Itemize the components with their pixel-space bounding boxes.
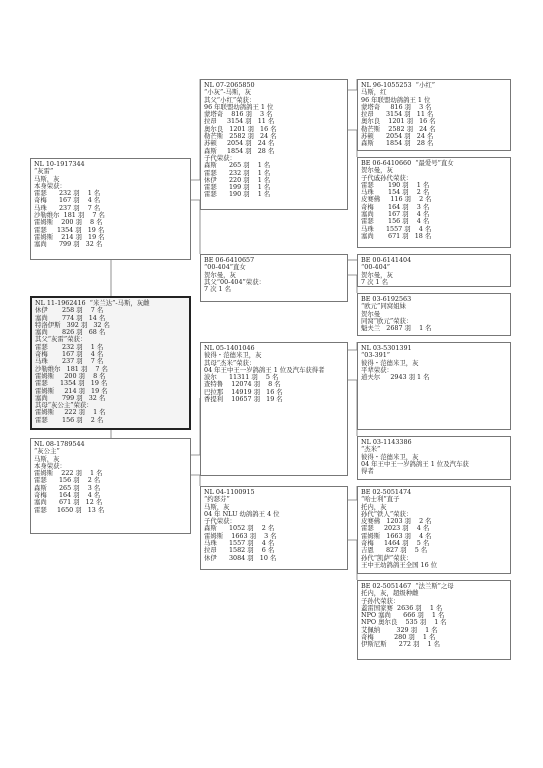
card-line: 奇梅 280 羽 1 名 [361, 633, 436, 642]
card-line: BE 00-6141404 [361, 256, 412, 264]
card-line: 孙代“凯萨”荣获： [361, 553, 413, 562]
card-line: 奇梅 167 羽 4 名 [35, 350, 104, 359]
card-line: 勒芒斯 2582 羽 24 名 [204, 132, 277, 141]
card-line: NL 03-1143386 [361, 438, 412, 446]
card-line: 托内，灰，超级种雌 [361, 589, 419, 598]
card-line: 雷姆斯 200 羽 8 名 [34, 218, 103, 227]
card-line: 96 年联盟幼鸽鸽王 1 位 [361, 95, 431, 104]
card-line: 魁夫兰 2687 羽 1 名 [361, 324, 432, 333]
card-line: 彼得・范德米卫，灰 [204, 351, 262, 360]
card-line: 休伊 3084 羽 10 名 [204, 553, 277, 562]
card-line: 奇梅 164 羽 4 名 [34, 491, 101, 500]
card-line: 皮赛佛 1203 羽 2 名 [361, 517, 432, 526]
card-line: 奇梅 164 羽 3 名 [361, 202, 430, 211]
card-line: 森斯 265 羽 1 名 [204, 161, 271, 170]
card-line: “小灰”-马斯，灰 [204, 88, 252, 97]
card-line: 孙代“铁人”荣获： [361, 509, 413, 518]
card-line: 马珠 237 羽 7 名 [35, 357, 104, 366]
card-line: 雷瑟 232 羽 1 名 [204, 168, 271, 177]
pigeon-card-sdd [357, 293, 511, 336]
card-line: 塞尚 774 羽 14 名 [35, 313, 106, 322]
card-line: 森斯 265 羽 3 名 [34, 483, 101, 492]
card-line: 子孙代荣获： [361, 596, 400, 605]
pigeon-card-dam [30, 438, 191, 534]
pigeon-card-ddd [357, 580, 511, 660]
card-line: 雷瑟 2023 羽 4 名 [361, 524, 430, 533]
card-line: 皮赛佛 116 羽 2 名 [361, 195, 432, 204]
card-line: NL 11-1962416 “米兰达”-马斯，灰雌 [35, 299, 150, 307]
card-line: 沙勒维尔 181 羽 7 名 [35, 364, 108, 373]
card-line: 吉恩 827 羽 5 名 [361, 546, 428, 555]
card-line: 马斯，灰 [34, 174, 60, 183]
card-line: 雷瑟 156 羽 2 名 [35, 415, 104, 424]
card-line: 马珠 1557 羽 4 名 [204, 539, 275, 548]
card-line: 马斯，灰 [34, 454, 60, 463]
card-line: 其母“灰公主”荣获： [35, 401, 93, 410]
card-line: 伊斯尼斯 272 羽 1 名 [361, 640, 440, 649]
card-line: 马珠 1557 羽 4 名 [361, 224, 432, 233]
card-line: NL 10-1917344 [34, 160, 85, 168]
pigeon-card-dam-sire [200, 342, 348, 476]
card-line: 贺尔曼 [361, 309, 381, 318]
card-line: 塞尚 671 羽 18 名 [361, 231, 432, 240]
card-line: NL 07-2065850 [204, 81, 255, 89]
card-line: NL 05-1401046 [204, 344, 255, 352]
card-line: 同窝“欧元”荣获： [361, 316, 413, 325]
card-line: 森斯 1854 羽 28 名 [361, 139, 434, 148]
card-line: 贺尔曼，灰 [361, 270, 393, 279]
card-line: 查特鲁 12074 羽 8 名 [204, 380, 281, 389]
card-line: 雷姆斯 222 羽 1 名 [35, 408, 106, 417]
card-line: 雷姆斯 214 羽 19 名 [34, 232, 105, 241]
card-line: BE 02-5051467 “法兰斯”之母 [361, 582, 454, 590]
card-line: NPO 塞尚 666 羽 1 名 [361, 611, 445, 620]
card-line: 奥尔良 1201 羽 16 名 [204, 124, 277, 133]
card-line: 马斯，红 [361, 88, 387, 97]
card-line: “00-404” [361, 263, 391, 272]
card-line: 马斯，灰 [204, 502, 230, 511]
pigeon-card-dam-dam [200, 486, 348, 570]
card-line: 塞尚 671 羽 12 名 [34, 498, 103, 507]
pigeon-card-sire [30, 158, 191, 260]
card-line: 其父“小红”荣获： [204, 95, 256, 104]
card-line: 贺尔曼，灰 [361, 166, 393, 175]
card-line: “欧元”同窝姐妹 [361, 302, 406, 311]
card-line: 雷瑟 156 羽 4 名 [361, 217, 430, 226]
card-line: “03-391” [361, 351, 391, 360]
card-line: 04 年 NLU 幼鸽鸽王 4 位 [204, 509, 280, 518]
card-line: 王中王幼鸽鸽王全国 16 位 [361, 560, 438, 569]
card-line: 奇梅 167 羽 4 名 [34, 196, 101, 205]
card-line: 彼得・范德米卫，灰 [361, 452, 419, 461]
card-line: 雷瑟 232 羽 1 名 [34, 189, 101, 198]
card-line: NL 04-1100915 [204, 488, 255, 496]
card-line: 雷瑟 190 羽 1 名 [361, 180, 430, 189]
card-line: 96 年联盟幼鸽鸽王 1 位 [204, 102, 274, 111]
card-line: 休伊 220 羽 1 名 [204, 175, 271, 184]
card-line: 道夫尔 2943 羽 1 名 [361, 373, 430, 382]
pigeon-card-sire-dam [200, 254, 348, 302]
card-line: 拉昂 1582 羽 6 名 [204, 546, 275, 555]
card-line: 7 次 1 名 [361, 277, 389, 286]
card-line: 艾佩纳 329 羽 1 名 [361, 625, 438, 634]
card-line: 雷瑟 232 羽 1 名 [35, 342, 104, 351]
pigeon-card-dds [357, 486, 511, 574]
card-line: 蓋雷国家赛 2636 羽 1 名 [361, 603, 443, 612]
card-line: 贺尔曼，灰 [204, 270, 236, 279]
card-line: 7 次 1 名 [204, 285, 232, 294]
card-line: 本身荣获： [34, 461, 66, 470]
card-line: “哈士利”直子 [361, 495, 400, 504]
card-line: 雷瑟 1354 羽 19 名 [34, 225, 105, 234]
card-line: 其母“杰米”荣获： [204, 358, 256, 367]
card-line: 巴拉那 14919 羽 16 名 [204, 387, 283, 396]
card-line: 雷瑟 1354 羽 19 名 [35, 379, 108, 388]
card-line: BE 06-6410657 [204, 256, 255, 264]
card-line: BE 02-5051474 [361, 488, 412, 496]
card-line: 04 年王中王一岁鸽鸽王 1 位及汽车获 [361, 459, 469, 468]
card-line: 拉昂 3154 羽 11 名 [204, 117, 275, 126]
card-line: 休伊 258 羽 7 名 [35, 306, 104, 315]
pigeon-card-sire-sire [200, 79, 348, 210]
pigeon-card-ssd [357, 157, 511, 248]
card-line: NL 96-1055253 “小红” [361, 81, 435, 89]
card-line: “杰米” [361, 445, 381, 454]
card-line: NL 03-5301391 [361, 344, 412, 352]
pigeon-card-sds [357, 254, 511, 287]
card-line: 其父“灰雷”荣获： [35, 335, 87, 344]
pigeon-card-dss [357, 342, 511, 430]
card-line: 其父“00-404”荣获： [204, 277, 265, 286]
card-line: 子代荣获： [204, 153, 236, 162]
card-line: 特洛伊斯 392 羽 32 名 [35, 320, 110, 329]
card-line: 马珠 154 羽 2 名 [361, 188, 430, 197]
card-line: 雷姆斯 1663 羽 4 名 [361, 531, 432, 540]
card-line: 森斯 1854 羽 28 名 [204, 146, 275, 155]
card-line: 雷瑟 156 羽 2 名 [34, 476, 101, 485]
card-line: 托内，灰 [361, 502, 387, 511]
card-line: 苏顿 2054 羽 24 名 [204, 139, 275, 148]
card-line: 得者 [361, 467, 374, 476]
card-line: 04 年王中王一岁鸽鸽王 1 位及汽车获得者 [204, 365, 325, 374]
pigeon-card-dsd [357, 436, 511, 480]
card-line: 平辈荣获： [361, 365, 393, 374]
card-line: 勒芒斯 2582 羽 24 名 [361, 124, 436, 133]
card-line: 雷姆斯 200 羽 8 名 [35, 371, 106, 380]
card-line: NL 08-1789544 [34, 440, 85, 448]
card-line: “00-404”直女 [204, 263, 246, 272]
card-line: “约瑟芬” [204, 495, 230, 504]
card-line: 雷姆斯 1663 羽 3 名 [204, 531, 277, 540]
card-line: BE 03-6192563 [361, 295, 412, 303]
card-line: 奥尔良 1201 羽 16 名 [361, 117, 436, 126]
card-line: “灰雷” [34, 167, 54, 176]
card-line: “灰公主” [34, 447, 60, 456]
card-line: 蒙塔奇 816 羽 3 名 [361, 102, 432, 111]
card-line: 雷瑟 199 羽 1 名 [204, 183, 271, 192]
card-line: BE 06-6410660 “最爱号”直女 [361, 159, 454, 167]
card-line: NPO 奥尔良 535 羽 1 名 [361, 618, 447, 627]
card-line: 香提利 10657 羽 19 名 [204, 395, 283, 404]
card-line: 塞尚 167 羽 4 名 [361, 210, 430, 219]
pigeon-card-main [30, 296, 191, 430]
card-line: 沙勒维尔 181 羽 7 名 [34, 211, 105, 220]
card-line: 蒙塔奇 816 羽 3 名 [204, 110, 273, 119]
card-line: 森斯 1052 羽 2 名 [204, 524, 275, 533]
card-line: 本身荣获： [34, 181, 66, 190]
card-line: 子代戚孙代荣获： [361, 173, 413, 182]
card-line: 彼得・范德米卫，灰 [361, 358, 419, 367]
card-line: 苏顿 2054 羽 24 名 [361, 132, 434, 141]
card-line: 塞尚 826 羽 68 名 [35, 328, 106, 337]
card-line: 雷瑟 1650 羽 13 名 [34, 505, 105, 514]
card-line: 拉昂 3154 羽 11 名 [361, 110, 434, 119]
card-line: 马珠 237 羽 7 名 [34, 203, 101, 212]
card-line: 雷瑟 190 羽 1 名 [204, 190, 271, 199]
card-line: 塞尚 799 羽 32 名 [35, 393, 106, 402]
card-line: 波尔 11311 羽 5 名 [204, 373, 279, 382]
card-line: 塞尚 799 羽 32 名 [34, 240, 103, 249]
card-line: 雷姆斯 214 羽 19 名 [35, 386, 108, 395]
card-line: 子代荣获： [204, 517, 236, 526]
card-line: 奇梅 1464 羽 5 名 [361, 539, 430, 548]
pigeon-card-sss [357, 79, 511, 151]
card-line: 雷姆斯 222 羽 1 名 [34, 469, 103, 478]
